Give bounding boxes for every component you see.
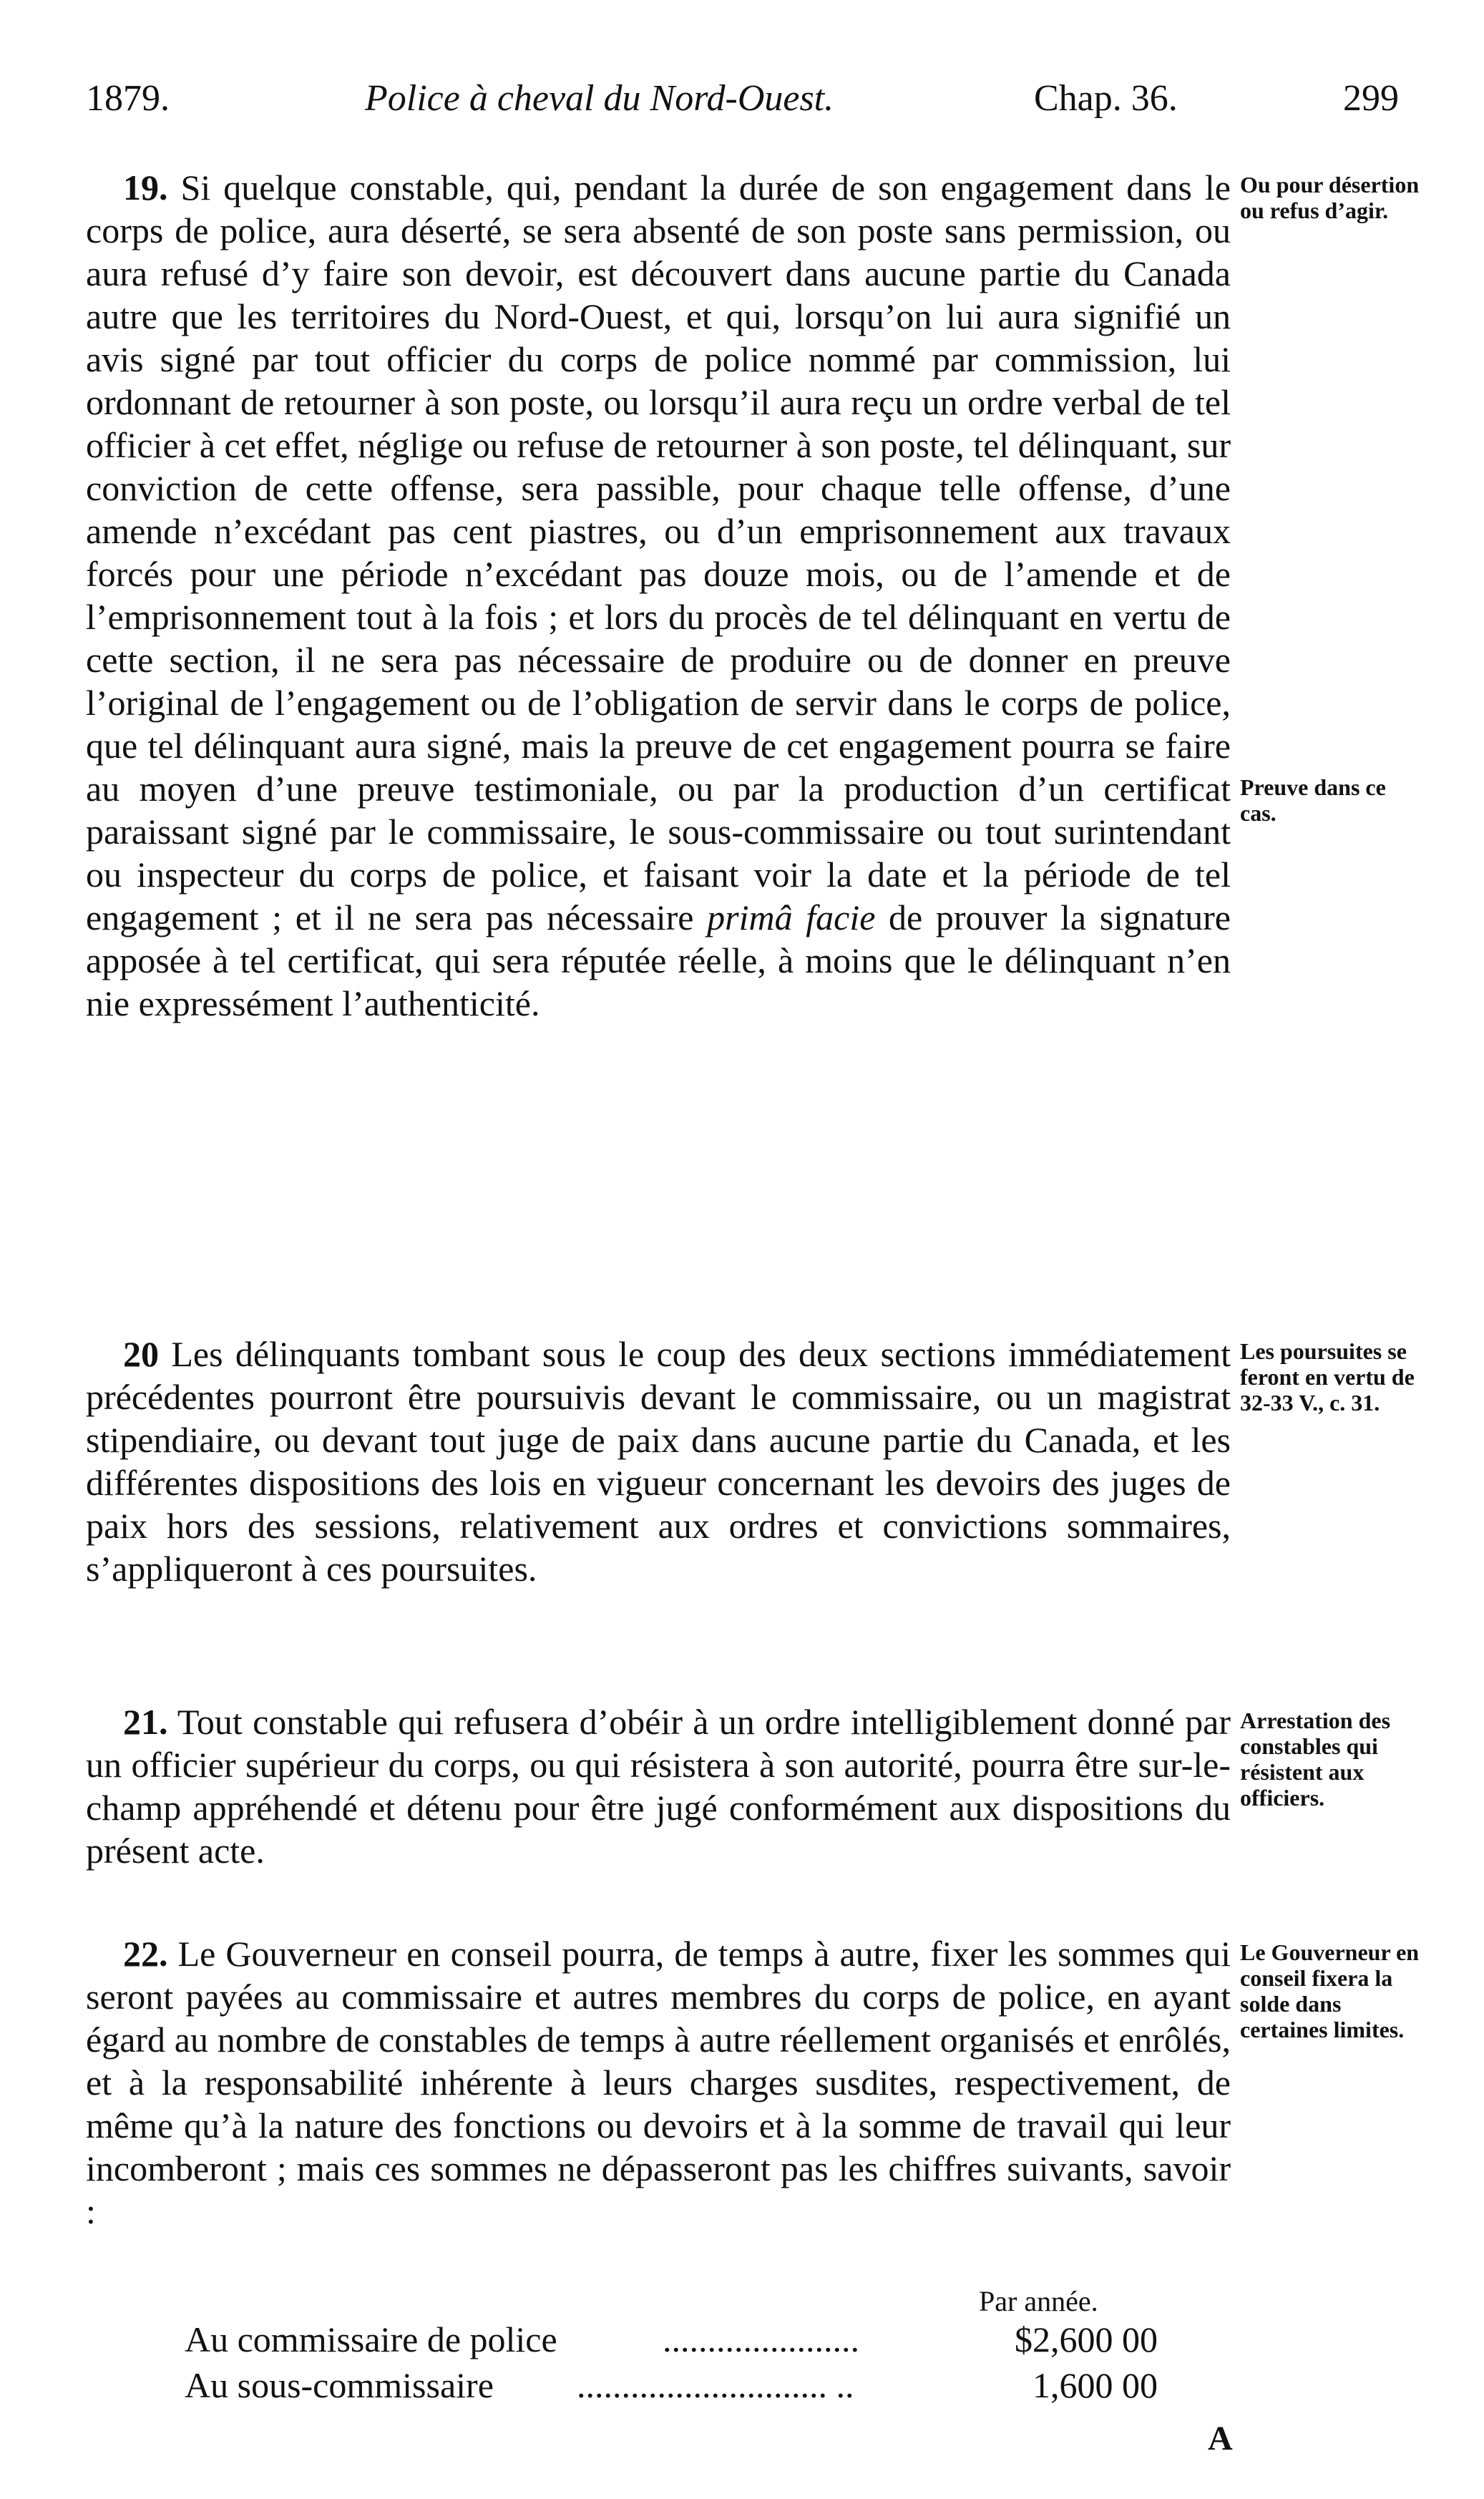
salary-label: Au sous-commissaire bbox=[185, 2365, 494, 2405]
salary-amount: $2,600 00 bbox=[1015, 2319, 1158, 2359]
salary-label: Au commissaire de police bbox=[185, 2319, 557, 2359]
margin-note-desertion: Ou pour désertion ou refus d’agir. bbox=[1240, 172, 1420, 223]
margin-note-governor: Le Gouverneur en conseil fixera la solde dans certaines limites. bbox=[1240, 1939, 1420, 2042]
section-22 bbox=[86, 1932, 1231, 2233]
header-title: Police à cheval du Nord-Ouest. bbox=[365, 78, 834, 119]
section-20 bbox=[86, 1333, 1231, 1590]
salary-column-header: Par année. bbox=[979, 2285, 1098, 2317]
section-19-text: 19. Si quelque constable, qui, pendant la durée de son engagement dans le corps de police, aura déserté, se sera absenté de son poste sans permission, ou aura refusé d’y faire son devoir, est découvert dans aucune partie du Canada autre que les territoires du Nord-Ouest, et qui, lorsqu’on lui aura signifié un avis signé par tout officier du corps de police nommé par commission, lui ordonnant de retourner à son poste, ou lorsqu’il aura reçu un ordre verbal de tel officier à cet effet, néglige ou refuse de retourner à son poste, tel délinquant, sur conviction de cette offense, sera passible, pour chaque telle offense, d’une amende n’excédant pas cent piastres, ou d’un emprisonnement aux travaux forcés pour une période n’excédant pas douze mois, ou de l’amende et de l’emprisonnement tout à la fois ; et lors du procès de tel délinquant en vertu de cette section, il ne sera pas nécessaire de produire ou de donner en preuve l’original de l’engagement ou de l’obligation de servir dans le corps de police, que tel délinquant aura signé, mais la preuve de cet engagement pourra se faire au moyen d’une preuve testimoniale, ou par la production d’un certificat paraissant signé par le commissaire, le sous-commissaire ou tout surintendant ou inspecteur du corps de police, et faisant voir la date et la période de tel engagement ; et il ne sera pas nécessaire primâ facie de prouver la signature apposée à tel certificat, qui sera réputée réelle, à moins que le délinquant n’en nie expressément l’authenticité. bbox=[86, 167, 1231, 1023]
section-19 bbox=[86, 166, 1231, 1025]
section-21 bbox=[86, 1700, 1231, 1872]
salary-row-deputy bbox=[185, 2364, 1158, 2409]
salary-leader: ............................ .. bbox=[577, 2365, 854, 2405]
salary-row-commissioner bbox=[185, 2319, 1158, 2363]
margin-note-proof: Preuve dans ce cas. bbox=[1240, 774, 1386, 826]
section-21-text: 21. Tout constable qui refusera d’obéir à un ordre intelligiblement donné par un officier supérieur du corps, ou qui résistera à son autorité, pourra être sur-le-champ appréhendé et détenu pour être jugé conformément aux dispositions du présent acte. bbox=[86, 1702, 1231, 1871]
salary-leader: ...................... bbox=[663, 2319, 859, 2359]
latin-phrase: primâ facie bbox=[707, 897, 876, 937]
header-chapter: Chap. 36. bbox=[1034, 78, 1178, 119]
header-page-number: 299 bbox=[1343, 78, 1399, 119]
margin-note-prosecutions: Les poursuites se feront en vertu de 32-33 V., c. 31. bbox=[1240, 1338, 1415, 1416]
section-21-number: 21. bbox=[123, 1702, 168, 1742]
section-20-text: 20 Les délinquants tombant sous le coup des deux sections immédiatement précédentes pourront être poursuivis devant le commissaire, ou un magistrat stipendiaire, ou devant tout juge de paix dans aucune partie du Canada, et les différentes dispositions des lois en vigueur concernant les devoirs des juges de paix hors des sessions, relativement aux ordres et convictions sommaires, s’appliqueront à ces poursuites. bbox=[86, 1334, 1231, 1589]
section-19-number: 19. bbox=[123, 167, 168, 208]
running-header bbox=[86, 77, 1417, 135]
section-22-number: 22. bbox=[123, 1934, 168, 1974]
section-20-number: 20 bbox=[123, 1334, 159, 1374]
section-22-text: 22. Le Gouverneur en conseil pourra, de temps à autre, fixer les sommes qui seront payées au commissaire et autres membres du corps de police, en ayant égard au nombre de constables de temps à autre réellement organisés et enrôlés, et à la responsabilité inhérente à leurs charges susdites, respectivement, de même qu’à la nature des fonctions ou devoirs et à la somme de travail qui leur incomberont ; mais ces sommes ne dépasseront pas les chiffres suivants, savoir : bbox=[86, 1934, 1231, 2231]
header-year: 1879. bbox=[86, 78, 170, 119]
salary-amount: 1,600 00 bbox=[1033, 2365, 1158, 2405]
margin-note-arrest: Arrestation des constables qui résistent aux officiers. bbox=[1240, 1708, 1391, 1811]
signature-mark: A bbox=[1208, 2420, 1233, 2457]
